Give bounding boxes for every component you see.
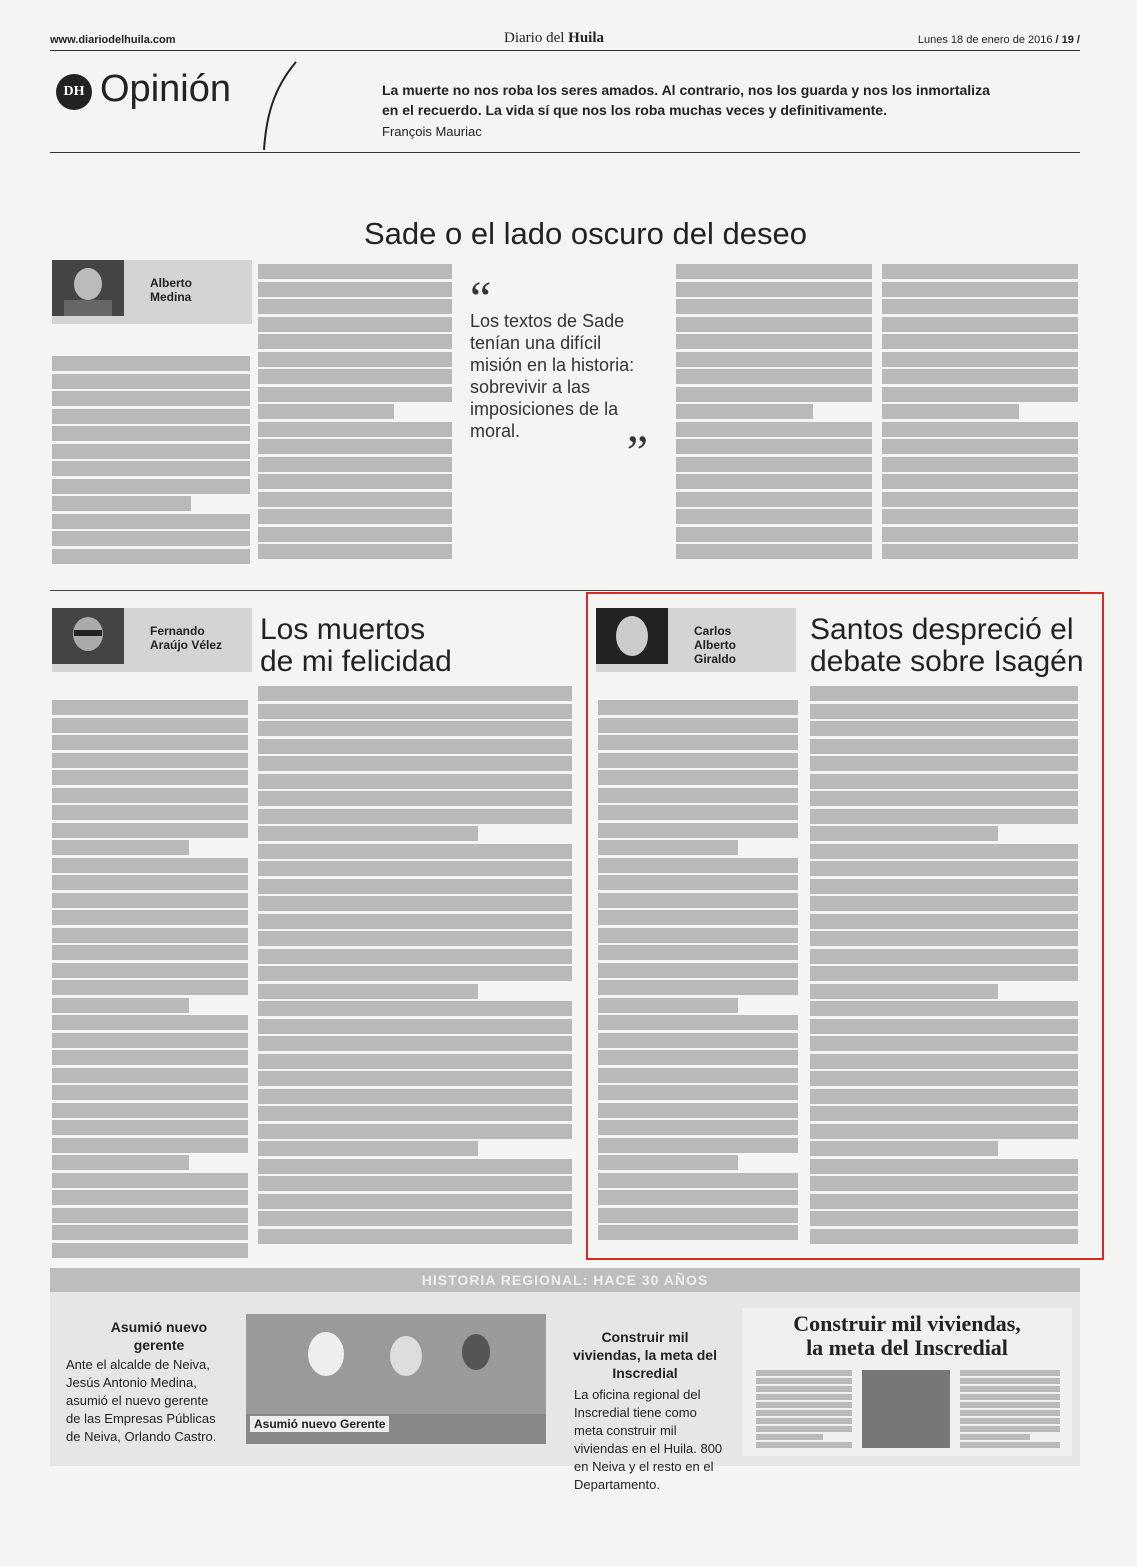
text-line — [258, 457, 452, 472]
text-line — [52, 1050, 248, 1065]
text-line — [810, 914, 1078, 929]
text-line — [258, 826, 478, 841]
text-line — [258, 879, 572, 894]
text-line — [810, 1211, 1078, 1226]
article-divider — [50, 590, 1080, 591]
text-line — [52, 409, 250, 424]
text-line — [960, 1418, 1060, 1424]
text-line — [598, 858, 798, 873]
author-photo — [52, 260, 124, 316]
text-line — [882, 264, 1078, 279]
text-line — [258, 1054, 572, 1069]
text-line — [598, 770, 798, 785]
clipping-headline — [742, 1312, 1072, 1360]
text-line — [810, 844, 1078, 859]
author-box — [52, 608, 252, 672]
body-column — [52, 700, 248, 1260]
clipping-headline-line: Construir mil viviendas, — [793, 1311, 1021, 1336]
text-line — [52, 1033, 248, 1048]
headline-line: Santos despreció el — [810, 613, 1074, 646]
text-line — [810, 1141, 998, 1156]
text-line — [52, 928, 248, 943]
text-line — [960, 1386, 1060, 1392]
text-line — [960, 1370, 1060, 1376]
issue-date — [918, 34, 1080, 46]
author-name: Alberto Medina — [150, 276, 192, 304]
pull-quote — [470, 272, 648, 479]
text-line — [52, 1190, 248, 1205]
text-line — [52, 444, 250, 459]
text-line — [810, 1001, 1078, 1016]
text-line — [258, 966, 572, 981]
text-line — [756, 1418, 852, 1424]
text-line — [882, 299, 1078, 314]
text-line — [258, 492, 452, 507]
text-line — [52, 1173, 248, 1188]
text-line — [598, 945, 798, 960]
text-line — [882, 282, 1078, 297]
historia-mid-text: La oficina regional del Inscredial tiene como meta construir mil viviendas en el Huila. 800 en Neiva y el resto en el Departamento. — [574, 1387, 723, 1492]
text-line — [960, 1402, 1060, 1408]
body-column — [52, 356, 250, 566]
article-headline — [810, 614, 1084, 678]
text-line — [810, 1036, 1078, 1051]
author-name: Fernando Araújo Vélez — [150, 624, 223, 652]
text-line — [676, 264, 872, 279]
text-line — [52, 1085, 248, 1100]
text-line — [676, 387, 872, 402]
text-line — [258, 931, 572, 946]
text-line — [810, 984, 998, 999]
text-line — [52, 945, 248, 960]
headline-line: debate sobre Isagén — [810, 645, 1084, 678]
historia-photo — [246, 1314, 546, 1444]
text-line — [258, 686, 572, 701]
headline-line: de mi felicidad — [260, 645, 452, 678]
headline-line: Los muertos — [260, 613, 426, 646]
text-line — [676, 492, 872, 507]
text-line — [598, 928, 798, 943]
text-line — [258, 422, 452, 437]
text-line — [52, 356, 250, 371]
text-line — [52, 1068, 248, 1083]
paper-prefix: Diario del — [504, 30, 565, 46]
text-line — [52, 718, 248, 733]
text-line — [52, 735, 248, 750]
text-line — [258, 439, 452, 454]
text-line — [598, 1173, 798, 1188]
text-line — [598, 1208, 798, 1223]
text-line — [52, 374, 250, 389]
text-line — [598, 980, 798, 995]
author-name: Carlos Alberto Giraldo — [694, 624, 737, 666]
text-line — [52, 963, 248, 978]
text-line — [960, 1434, 1030, 1440]
text-line — [598, 700, 798, 715]
text-line — [598, 753, 798, 768]
text-line — [756, 1442, 852, 1448]
text-line — [52, 858, 248, 873]
text-line — [52, 1243, 248, 1258]
text-line — [598, 1085, 798, 1100]
text-line — [52, 753, 248, 768]
text-line — [882, 387, 1078, 402]
text-line — [52, 479, 250, 494]
text-line — [52, 391, 250, 406]
text-line — [52, 980, 248, 995]
text-line — [258, 1019, 572, 1034]
text-line — [756, 1386, 852, 1392]
text-line — [598, 963, 798, 978]
text-line — [598, 718, 798, 733]
text-line — [258, 544, 452, 559]
text-line — [882, 369, 1078, 384]
text-line — [882, 334, 1078, 349]
text-line — [598, 893, 798, 908]
text-line — [810, 931, 1078, 946]
text-line — [258, 1106, 572, 1121]
text-line — [598, 788, 798, 803]
text-line — [258, 809, 572, 824]
text-line — [810, 1054, 1078, 1069]
text-line — [52, 788, 248, 803]
text-line — [258, 369, 452, 384]
historia-left-text: Ante el alcalde de Neiva, Jesús Antonio Medina, asumió el nuevo gerente de las Empresas Públicas de Neiva, Orlando Castro. — [66, 1357, 217, 1444]
text-line — [258, 299, 452, 314]
clipping-headline-line: la meta del Inscredial — [806, 1335, 1008, 1360]
text-line — [598, 805, 798, 820]
text-line — [810, 1194, 1078, 1209]
text-line — [258, 1211, 572, 1226]
text-line — [258, 282, 452, 297]
text-line — [676, 352, 872, 367]
text-line — [258, 527, 452, 542]
text-line — [258, 949, 572, 964]
historia-regional — [50, 1268, 1080, 1492]
text-line — [810, 1089, 1078, 1104]
text-line — [676, 544, 872, 559]
author-photo — [596, 608, 668, 664]
text-line — [52, 770, 248, 785]
text-line — [756, 1402, 852, 1408]
text-line — [598, 1138, 798, 1153]
text-line — [882, 492, 1078, 507]
text-line — [810, 1019, 1078, 1034]
text-line — [52, 998, 189, 1013]
text-line — [676, 317, 872, 332]
text-line — [598, 840, 738, 855]
text-line — [258, 774, 572, 789]
text-line — [882, 439, 1078, 454]
pull-quote-text: Los textos de Sade tenían una difícil misión en la historia: sobrevivir a las imposiciones de la moral. — [470, 311, 635, 441]
text-line — [598, 735, 798, 750]
text-line — [258, 704, 572, 719]
text-line — [258, 844, 572, 859]
paper-name — [504, 30, 604, 47]
text-line — [598, 1068, 798, 1083]
masthead — [50, 30, 1080, 51]
text-line — [810, 1159, 1078, 1174]
body-column — [882, 264, 1078, 562]
text-line — [258, 896, 572, 911]
page-number: / 19 / — [1055, 34, 1080, 46]
text-line — [598, 998, 738, 1013]
text-line — [676, 422, 872, 437]
text-line — [258, 1089, 572, 1104]
text-line — [52, 1155, 189, 1170]
text-line — [258, 1036, 572, 1051]
text-line — [810, 756, 1078, 771]
text-line — [52, 893, 248, 908]
text-line — [258, 1071, 572, 1086]
text-line — [756, 1370, 852, 1376]
text-line — [258, 317, 452, 332]
text-line — [52, 461, 250, 476]
text-line — [258, 1229, 572, 1244]
text-line — [810, 826, 998, 841]
historia-band: HISTORIA REGIONAL: HACE 30 AÑOS — [50, 1268, 1080, 1292]
text-line — [882, 527, 1078, 542]
text-line — [810, 739, 1078, 754]
epigraph-author: François Mauriac — [382, 124, 482, 139]
text-line — [258, 739, 572, 754]
paper-brand: Huila — [568, 30, 605, 46]
text-line — [756, 1434, 823, 1440]
text-line — [810, 1071, 1078, 1086]
text-line — [810, 1176, 1078, 1191]
text-line — [810, 896, 1078, 911]
historia-left-title: Asumió nuevo gerente — [110, 1319, 208, 1353]
text-line — [52, 514, 250, 529]
text-line — [960, 1426, 1060, 1432]
close-quote-icon: ” — [626, 426, 648, 479]
text-line — [810, 861, 1078, 876]
text-line — [52, 1138, 248, 1153]
text-line — [676, 457, 872, 472]
section-title: Opinión — [100, 68, 231, 110]
clipping-photo — [862, 1370, 950, 1448]
text-line — [676, 282, 872, 297]
text-line — [258, 1176, 572, 1191]
dh-logo-icon: DH — [56, 74, 92, 110]
text-line — [258, 404, 394, 419]
text-line — [52, 1208, 248, 1223]
text-line — [882, 422, 1078, 437]
text-line — [598, 875, 798, 890]
newspaper-clipping — [742, 1308, 1072, 1456]
body-column — [598, 700, 798, 1243]
text-line — [756, 1378, 852, 1384]
text-line — [258, 264, 452, 279]
text-line — [258, 756, 572, 771]
text-line — [258, 1141, 478, 1156]
text-line — [960, 1394, 1060, 1400]
text-line — [52, 531, 250, 546]
text-line — [676, 474, 872, 489]
text-line — [258, 984, 478, 999]
body-column — [258, 264, 452, 562]
text-line — [258, 334, 452, 349]
text-line — [676, 439, 872, 454]
text-line — [676, 527, 872, 542]
text-line — [810, 949, 1078, 964]
text-line — [960, 1442, 1060, 1448]
text-line — [598, 1015, 798, 1030]
text-line — [258, 474, 452, 489]
text-line — [258, 861, 572, 876]
text-line — [258, 1159, 572, 1174]
text-line — [756, 1426, 852, 1432]
text-line — [52, 426, 250, 441]
body-column — [258, 686, 572, 1246]
text-line — [52, 875, 248, 890]
date-text: Lunes 18 de enero de 2016 — [917, 34, 1053, 46]
body-column — [810, 686, 1078, 1246]
text-line — [882, 404, 1019, 419]
text-line — [52, 1103, 248, 1118]
text-line — [598, 910, 798, 925]
text-line — [258, 387, 452, 402]
text-line — [52, 910, 248, 925]
text-line — [810, 721, 1078, 736]
clipping-column — [960, 1370, 1060, 1450]
text-line — [598, 1190, 798, 1205]
header-divider — [50, 152, 1080, 153]
text-line — [810, 686, 1078, 701]
text-line — [810, 774, 1078, 789]
article-headline: Sade o el lado oscuro del deseo — [364, 216, 807, 251]
text-line — [258, 721, 572, 736]
text-line — [810, 879, 1078, 894]
text-line — [882, 352, 1078, 367]
text-line — [598, 823, 798, 838]
text-line — [258, 1124, 572, 1139]
open-quote-icon: “ — [470, 272, 492, 325]
text-line — [882, 474, 1078, 489]
site-url[interactable]: www.diariodelhuila.com — [50, 34, 176, 46]
text-line — [810, 1106, 1078, 1121]
article-headline — [260, 614, 452, 678]
epigraph-quote: La muerte no nos roba los seres amados. Al contrario, nos los guarda y nos los inmortaliza en el recuerdo. La vida sí que nos los roba muchas veces y definitivamente. — [382, 82, 990, 118]
text-line — [676, 369, 872, 384]
text-line — [756, 1394, 852, 1400]
text-line — [960, 1410, 1060, 1416]
text-line — [258, 1194, 572, 1209]
clipping-column — [756, 1370, 852, 1450]
text-line — [52, 1225, 248, 1240]
historia-mid-title: Construir mil viviendas, la meta del Inscredial — [573, 1329, 717, 1381]
text-line — [52, 805, 248, 820]
body-column — [676, 264, 872, 562]
text-line — [52, 1120, 248, 1135]
author-box — [596, 608, 796, 672]
text-line — [882, 317, 1078, 332]
author-photo — [52, 608, 124, 664]
text-line — [810, 1124, 1078, 1139]
text-line — [258, 1001, 572, 1016]
text-line — [810, 809, 1078, 824]
text-line — [598, 1050, 798, 1065]
text-line — [52, 549, 250, 564]
text-line — [882, 509, 1078, 524]
text-line — [810, 791, 1078, 806]
text-line — [676, 299, 872, 314]
text-line — [676, 334, 872, 349]
text-line — [676, 509, 872, 524]
text-line — [258, 509, 452, 524]
text-line — [960, 1378, 1060, 1384]
text-line — [258, 914, 572, 929]
text-line — [882, 544, 1078, 559]
text-line — [258, 791, 572, 806]
author-box — [52, 260, 252, 324]
text-line — [598, 1120, 798, 1135]
text-line — [598, 1033, 798, 1048]
text-line — [52, 700, 248, 715]
text-line — [810, 704, 1078, 719]
swoosh-decoration-icon — [262, 60, 300, 152]
text-line — [810, 966, 1078, 981]
text-line — [756, 1410, 852, 1416]
text-line — [52, 840, 189, 855]
text-line — [882, 457, 1078, 472]
text-line — [52, 823, 248, 838]
text-line — [598, 1225, 798, 1240]
text-line — [52, 1015, 248, 1030]
text-line — [52, 496, 191, 511]
text-line — [258, 352, 452, 367]
photo-caption: Asumió nuevo Gerente — [250, 1416, 389, 1432]
text-line — [598, 1155, 738, 1170]
text-line — [810, 1229, 1078, 1244]
text-line — [598, 1103, 798, 1118]
text-line — [676, 404, 813, 419]
